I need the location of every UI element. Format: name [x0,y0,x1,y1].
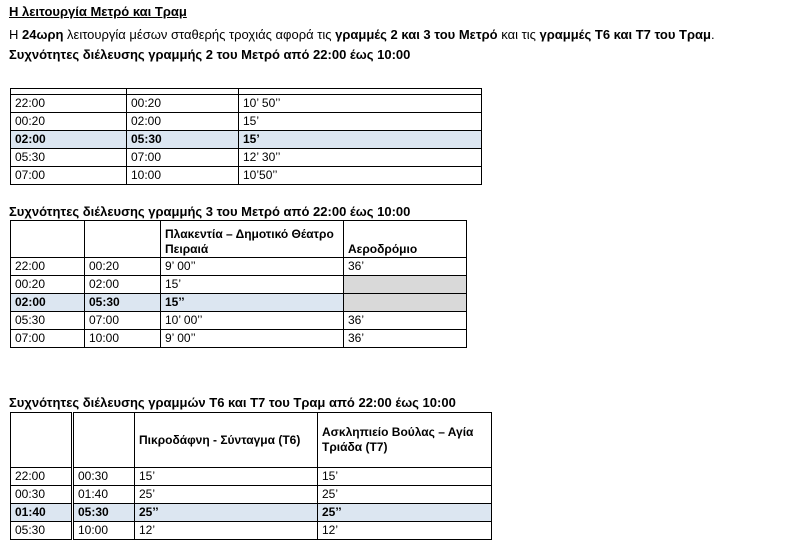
table-row [11,167,482,185]
time-from: 22:00 [11,468,73,486]
time-to: 07:00 [85,312,161,330]
table-header-row [11,413,492,468]
time-to: 05:30 [73,504,135,522]
table-row [11,113,482,131]
table-row [11,486,492,504]
column-header-airport: Αεροδρόμιο [344,221,467,258]
frequency-airport-none [344,276,467,294]
time-from: 22:00 [11,95,127,113]
intro-bold-metro-lines: γραμμές 2 και 3 του Μετρό [335,27,498,42]
table-cell [11,413,73,468]
table-cell [73,413,135,468]
frequency-plakentia: 10’ 00’’ [161,312,344,330]
time-to: 07:00 [127,149,239,167]
time-from: 02:00 [11,131,127,149]
time-from: 01:40 [11,504,73,522]
table-header-row [11,221,467,258]
intro-paragraph [9,27,715,42]
time-to: 05:30 [85,294,161,312]
frequency-t6: 25’ [135,486,318,504]
time-from: 07:00 [11,330,85,348]
frequency-plakentia: 9’ 00’’ [161,330,344,348]
table-row [11,330,467,348]
table-row-highlighted [11,131,482,149]
time-to: 00:20 [127,95,239,113]
intro-bold-tram-lines: γραμμές Τ6 και Τ7 του Τραμ [539,27,711,42]
line2-table [10,88,482,185]
frequency-airport-none [344,294,467,312]
line3-heading: Συχνότητες διέλευσης γραμμής 3 του Μετρό από 22:00 έως 10:00 [9,204,411,219]
time-from: 22:00 [11,258,85,276]
time-to: 10:00 [85,330,161,348]
tram-table [10,412,492,540]
table-row [11,149,482,167]
frequency-t7: 25’ [318,486,492,504]
column-header-t7: Ασκληπιείο Βούλας – Αγία Τριάδα (Τ7) [318,413,492,468]
time-from: 05:30 [11,312,85,330]
frequency: 15’ [239,131,482,149]
intro-text-2: λειτουργία μέσων σταθερής τροχιάς αφορά τις [63,27,336,42]
tram-heading: Συχνότητες διέλευσης γραμμών Τ6 και Τ7 του Τραμ από 22:00 έως 10:00 [9,395,456,410]
time-to: 10:00 [127,167,239,185]
line3-table [10,220,467,348]
frequency-plakentia: 15’ [161,276,344,294]
frequency-t6: 12’ [135,522,318,540]
table-row [11,522,492,540]
page-title: Η λειτουργία Μετρό και Τραμ [9,4,187,19]
table-row [11,276,467,294]
frequency-t7: 15’ [318,468,492,486]
table-row [11,258,467,276]
table-row [11,468,492,486]
frequency-t7: 12’ [318,522,492,540]
time-to: 00:30 [73,468,135,486]
table-row-highlighted [11,504,492,522]
frequency: 10’50’’ [239,167,482,185]
intro-text-3: και τις [497,27,540,42]
line2-heading: Συχνότητες διέλευσης γραμμής 2 του Μετρό από 22:00 έως 10:00 [9,47,411,62]
time-from: 05:30 [11,522,73,540]
time-to: 00:20 [85,258,161,276]
table-row [11,95,482,113]
table-cell [85,221,161,258]
frequency-plakentia: 15’’ [161,294,344,312]
time-to: 01:40 [73,486,135,504]
time-to: 05:30 [127,131,239,149]
time-from: 02:00 [11,294,85,312]
frequency-t6: 25’’ [135,504,318,522]
time-from: 00:20 [11,113,127,131]
frequency: 15’ [239,113,482,131]
time-from: 00:30 [11,486,73,504]
intro-text-1: Η [9,27,22,42]
table-row [11,312,467,330]
frequency-airport: 36’ [344,312,467,330]
intro-bold-24h: 24ωρη [22,27,64,42]
time-to: 02:00 [127,113,239,131]
frequency-t7: 25’’ [318,504,492,522]
table-cell [11,221,85,258]
time-from: 05:30 [11,149,127,167]
intro-text-4: . [710,27,715,42]
column-header-t6: Πικροδάφνη - Σύνταγμα (Τ6) [135,413,318,468]
frequency: 10’ 50’’ [239,95,482,113]
time-to: 10:00 [73,522,135,540]
frequency: 12’ 30’’ [239,149,482,167]
column-header-plakentia-piraeus: Πλακεντία – Δημοτικό Θέατρο Πειραιά [161,221,344,258]
time-to: 02:00 [85,276,161,294]
frequency-airport: 36’ [344,330,467,348]
frequency-airport: 36’ [344,258,467,276]
time-from: 07:00 [11,167,127,185]
time-from: 00:20 [11,276,85,294]
frequency-plakentia: 9’ 00’’ [161,258,344,276]
table-row-highlighted [11,294,467,312]
frequency-t6: 15’ [135,468,318,486]
